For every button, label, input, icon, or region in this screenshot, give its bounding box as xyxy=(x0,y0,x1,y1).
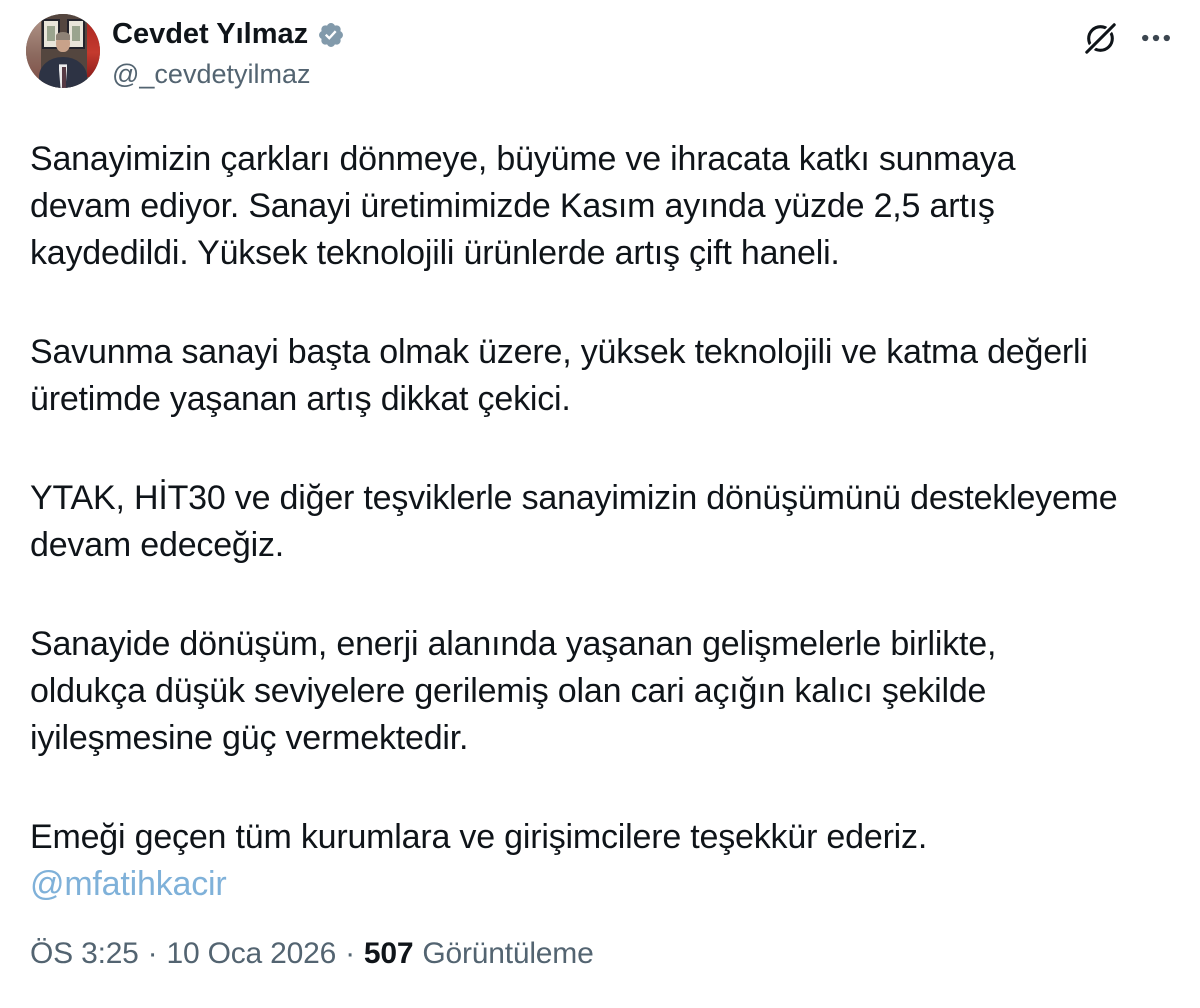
tweet-text xyxy=(0,100,1200,908)
post-date[interactable]: 10 Oca 2026 xyxy=(166,937,337,970)
tweet-text-line: Savunma sanayi başta olmak üzere, yüksek teknolojili ve katma değerli xyxy=(30,333,1088,371)
tweet-text-line: YTAK, HİT30 ve diğer teşviklerle sanayimizin dönüşümünü destekleyeme xyxy=(30,479,1118,517)
tweet-paragraph xyxy=(30,621,1190,762)
tweet-paragraph xyxy=(30,329,1190,423)
avatar-person-shape xyxy=(56,32,70,39)
avatar[interactable] xyxy=(26,14,100,88)
tweet-paragraph xyxy=(30,136,1190,277)
tweet-paragraph xyxy=(30,475,1190,569)
avatar-frame-shape xyxy=(47,26,55,41)
tweet-footer xyxy=(30,935,1190,973)
mention-link[interactable]: @mfatihkacir xyxy=(30,865,227,903)
avatar-person-shape xyxy=(62,67,66,88)
tweet-text-line: üretimde yaşanan artış dikkat çekici. xyxy=(30,380,571,418)
separator-dot: · xyxy=(147,937,158,970)
tweet-paragraph xyxy=(30,814,1190,908)
tweet-text-line: Sanayimizin çarkları dönmeye, büyüme ve ihracata katkı sunmaya xyxy=(30,140,1016,178)
tweet-text-line: kaydedildi. Yüksek teknolojili ürünlerde artış çift haneli. xyxy=(30,234,840,272)
views-label: Görüntüleme xyxy=(422,937,594,970)
post-time[interactable]: ÖS 3:25 xyxy=(30,937,139,970)
user-identity xyxy=(112,14,1200,91)
tweet-header xyxy=(0,0,1200,100)
header-actions xyxy=(1083,20,1174,56)
views-count: 507 xyxy=(363,937,414,970)
more-icon[interactable] xyxy=(1138,20,1174,56)
tweet-text-line: devam edeceğiz. xyxy=(30,526,285,564)
avatar-frame-shape xyxy=(72,26,80,41)
separator-dot: · xyxy=(345,937,355,970)
display-name[interactable]: Cevdet Yılmaz xyxy=(112,18,309,50)
verified-badge-icon xyxy=(317,21,345,49)
tweet-text-line: iyileşmesine güç vermektedir. xyxy=(30,719,469,757)
avatar-flag-shape xyxy=(87,16,100,77)
user-handle[interactable]: @_cevdetyilmaz xyxy=(112,59,311,89)
grok-actions-icon[interactable] xyxy=(1083,21,1118,56)
tweet-text-line: devam ediyor. Sanayi üretimimizde Kasım ayında yüzde 2,5 artış xyxy=(30,187,995,225)
tweet-text-line: Sanayide dönüşüm, enerji alanında yaşanan gelişmelerle birlikte, xyxy=(30,625,997,663)
tweet-text-line: oldukça düşük seviyelere gerilemiş olan cari açığın kalıcı şekilde xyxy=(30,672,987,710)
tweet-text-line: Emeği geçen tüm kurumlara ve girişimcilere teşekkür ederiz. xyxy=(30,818,928,856)
